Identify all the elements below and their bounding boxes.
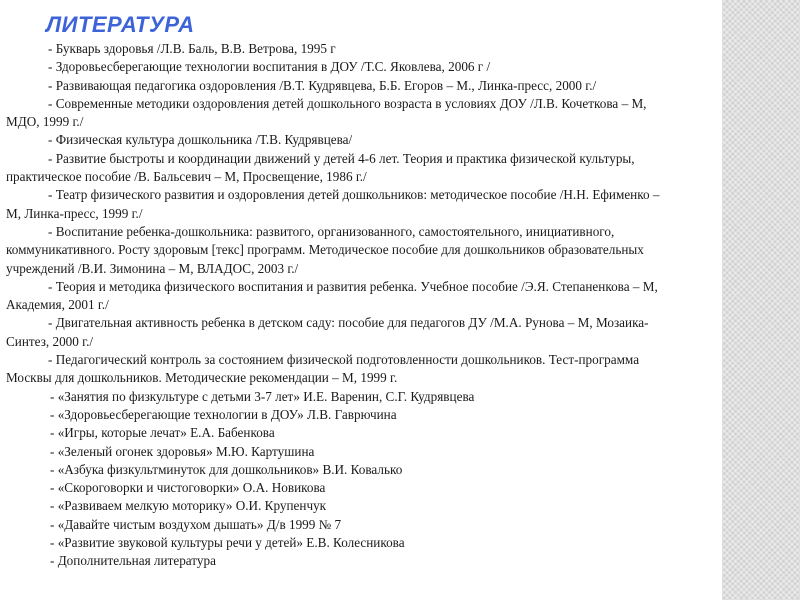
reference-item: - Современные методики оздоровления детей дошкольного возраста в условиях ДОУ /Л.В. Кочеткова – М, МДО, 1999 г./ (6, 95, 647, 130)
literature-content (6, 40, 670, 571)
material-item: - «Зеленый огонек здоровья» М.Ю. Картушина (50, 443, 315, 459)
material-item: - «Здоровьесберегающие технологии в ДОУ» Л.В. Гаврючина (50, 406, 397, 422)
reference-item: - Букварь здоровья /Л.В. Баль, В.В. Ветрова, 1995 г (48, 41, 336, 56)
material-item: - «Азбука физкультминуток для дошкольников» В.И. Ковалько (50, 461, 403, 477)
reference-item: - Воспитание ребенка-дошкольника: развитого, организованного, самостоятельного, инициативного, коммуникативного. Росту здоровым [текс] программ. Методическое пособие для дошкольников образовательных учреждений /В.И. Зимонина – М, ВЛАДОС, 2003 г./ (6, 223, 644, 276)
material-item: - «Давайте чистым воздухом дышать» Д/в 1999 № 7 (50, 516, 342, 532)
material-item: - «Игры, которые лечат» Е.А. Бабенкова (50, 425, 275, 441)
material-item: - Дополнительная литература (50, 553, 216, 569)
materials-list (6, 388, 670, 571)
decorative-side-panel (722, 0, 800, 600)
reference-item: - Театр физического развития и оздоровления детей дошкольников: методическое пособие /Н.Н. Ефименко – М, Линка-пресс, 1999 г./ (6, 187, 660, 221)
reference-item: - Физическая культура дошкольника /Т.В. Кудрявцева/ (48, 132, 353, 148)
page-title: ЛИТЕРАТУРА (46, 12, 195, 37)
reference-item: - Двигательная активность ребенка в детском саду: пособие для педагогов ДУ /М.А. Рунова – М, Мозаика-Синтез, 2000 г./ (6, 315, 649, 349)
material-item: - «Развиваем мелкую моторику» О.И. Крупенчук (50, 498, 327, 514)
reference-item: - Здоровьесберегающие технологии воспитания в ДОУ /Т.С. Яковлева, 2006 г / (48, 59, 491, 75)
material-item: - «Скороговорки и чистоговорки» О.А. Новикова (50, 480, 326, 496)
reference-item: - Теория и методика физического воспитания и развития ребенка. Учебное пособие /Э.Я. Степаненкова – М, Академия, 2001 г./ (6, 278, 658, 313)
material-item: - «Развитие звуковой культуры речи у детей» Е.В. Колесникова (50, 535, 405, 551)
material-item: - «Занятия по физкультуре с детьми 3-7 лет» И.Е. Варенин, С.Г. Кудрявцева (50, 388, 475, 404)
reference-item: - Развивающая педагогика оздоровления /В.Т. Кудрявцева, Б.Б. Егоров – М., Линка-пресс, 2000 г./ (48, 77, 597, 93)
reference-item: - Педагогический контроль за состоянием физической подготовленности дошкольников. Тест-программа Москвы для дошкольников. Методические рекомендации – М, 1999 г. (6, 352, 640, 386)
reference-item: - Развитие быстроты и координации движений у детей 4-6 лет. Теория и практика физической культуры, практическое пособие /В. Бальсевич – М, Просвещение, 1986 г./ (6, 150, 635, 185)
